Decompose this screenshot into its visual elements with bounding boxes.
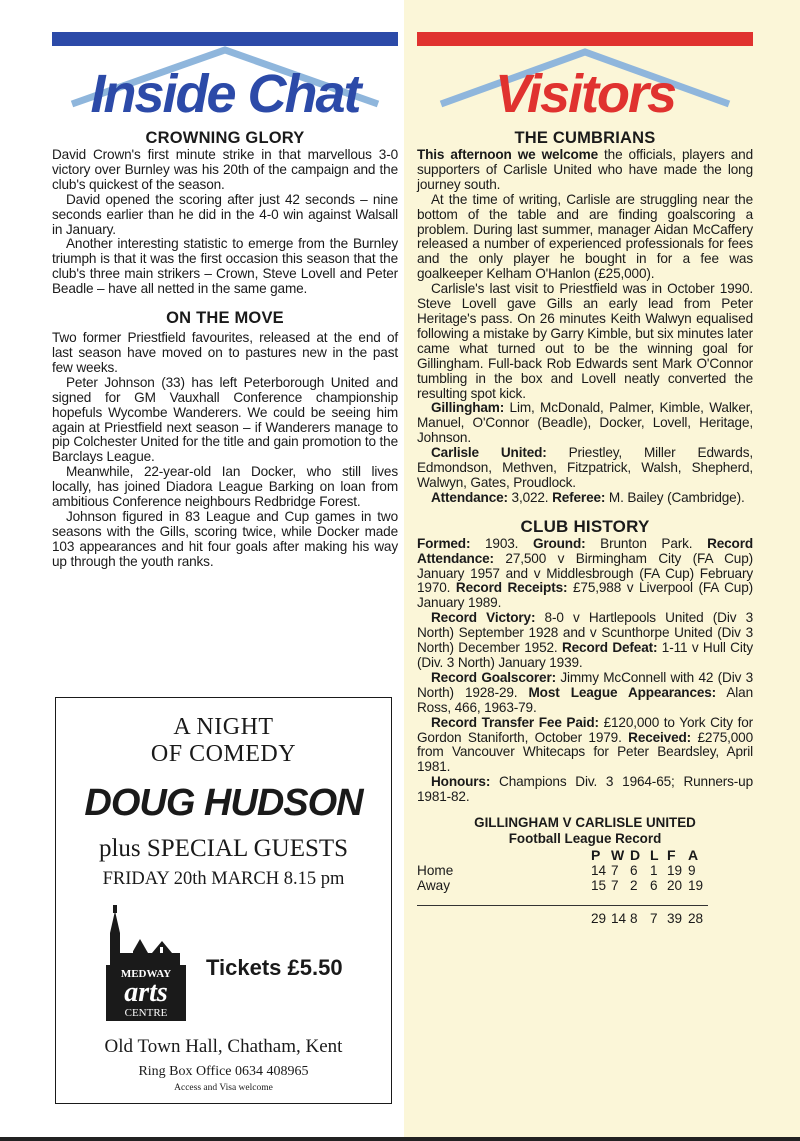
row-label: Away [417, 878, 450, 894]
cell: 39 [667, 910, 683, 926]
row-label: Home [417, 863, 454, 879]
label: Formed: [417, 535, 471, 551]
comedy-night-advert [55, 697, 392, 1104]
label: Honours: [431, 774, 491, 790]
label: Record Goalscorer: [431, 669, 556, 685]
totals-row [417, 906, 708, 931]
value: M. Bailey (Cambridge). [605, 489, 745, 505]
record-header-row [417, 848, 708, 863]
paragraph: David Crown's first minute strike in that marvellous 3-0 victory over Burnley was his 20th of the campaign and the club's quickest of the season. [52, 147, 398, 192]
paragraph: Carlisle's last visit to Priestfield was in October 1990. Steve Lovell gave Gills an early lead from Peter Heritage's pass. On 26 minutes Keith Walwyn equalised following a mistake by Garry Kimble, but six minutes later came what turned out to be the winning goal for Gillingham. Full-back Rob Edwards sent Mark O'Connor tumbling in the box and Lovell neatly converted the resulting spot kick. [417, 281, 753, 401]
paragraph [417, 775, 753, 805]
column-header: P [591, 847, 601, 864]
cell: 6 [650, 878, 658, 894]
paragraph: Johnson figured in 83 League and Cup games in two seasons with the Gills, scoring twice, while Docker made 103 appearances and hit four goals after making his way up through the youth ranks. [52, 508, 398, 569]
cumbrians-section [417, 128, 753, 506]
cell: 20 [667, 878, 683, 894]
paragraph [417, 537, 753, 612]
value: Alan Ross, 466, 1963-79. [417, 684, 753, 715]
logo-text-arts: arts [124, 977, 168, 1008]
label: Received: [628, 729, 692, 745]
banner-title: Visitors [494, 64, 676, 124]
cell: 15 [591, 878, 607, 894]
page-bottom-edge [0, 1137, 800, 1141]
value: £120,000 to York City for Gordon Staniforth, October 1979. [417, 714, 753, 745]
intro-text: the officials, players and supporters of Carlisle United who have made the long journey south. [417, 147, 753, 192]
value: Brunton Park. [585, 535, 708, 551]
value: 27,500 v Birmingham City (FA Cup) January 1957 and v Middlesbrough (FA Cup) February 1970. [417, 550, 753, 596]
cell: 9 [688, 863, 696, 879]
value: Lim, McDonald, Palmer, Kimble, Walker, Manuel, O'Connor (Beadle), Docker, Lovell, Heritage, Johnson. [417, 400, 753, 446]
record-subtitle: Football League Record [508, 831, 662, 847]
paragraph: At the time of writing, Carlisle are struggling near the bottom of the table and are finding goalscoring a problem. During last summer, manager Aidan McCaffery released a number of experienced professionals for fees and the only player he bought in for a fee was goalkeeper Kelham O'Hanlon (£25,000). [417, 191, 753, 282]
label: Most League Appearances: [528, 684, 717, 700]
cell: 7 [650, 910, 658, 926]
ticket-price: Tickets £5.50 [206, 955, 343, 980]
column-header: D [630, 847, 641, 864]
cell: 7 [611, 863, 619, 879]
paragraph: Peter Johnson (33) has left Peterborough United and signed for GM Vauxhall Conference championship hopefuls Wycombe Wanderers. We could be seeing him again at Priestfield next season – if Wanderers manage to pip Colchester United for the title and gain promotion to the Barclays League. [52, 374, 399, 465]
medway-arts-centre-logo [102, 903, 194, 1025]
cell: 29 [591, 910, 607, 926]
paragraph [417, 611, 753, 671]
league-record [417, 815, 753, 930]
paragraph [417, 671, 753, 716]
table-row [417, 878, 708, 893]
paragraph: Two former Priestfield favourites, released at the end of last season have moved on to pastures new in the past few weeks. [52, 330, 398, 375]
value: Jimmy McConnell with 42 (Div 3 North) 1928-29. [417, 669, 754, 700]
cell: 19 [667, 863, 683, 879]
section-heading: CLUB HISTORY [520, 516, 650, 536]
special-guests: plus SPECIAL GUESTS [98, 835, 349, 862]
logo-text-medway: MEDWAY [120, 968, 172, 980]
divider-row [417, 893, 708, 906]
cell: 28 [688, 910, 704, 926]
value: 3,022. [507, 489, 553, 505]
section-heading: THE CUMBRIANS [514, 129, 656, 147]
column-header: F [667, 847, 676, 864]
label: Record Transfer Fee Paid: [431, 714, 599, 730]
section-heading: ON THE MOVE [166, 309, 284, 328]
value: 8-0 v Hartlepools United (Div 3 North) September 1928 and v Scunthorpe United (Div 3 North) December 1952. [417, 610, 753, 656]
paragraph [417, 716, 753, 776]
value: Priestley, Miller Edwards, Edmondson, Methven, Fitzpatrick, Walsh, Shepherd, Walwyn, Gates, Proudlock. [417, 445, 753, 490]
gillingham-lineup [417, 401, 753, 446]
cell: 7 [611, 878, 619, 894]
table-row [417, 863, 708, 878]
value: £275,000 from Vancouver Whitecaps for Peter Beardsley, April 1981. [417, 729, 753, 775]
paragraph: David opened the scoring after just 42 seconds – nine seconds earlier than he did in the 4-0 win against Walsall in January. [52, 191, 398, 237]
label: Attendance: [431, 489, 508, 505]
value: £75,988 v Liverpool (FA Cup) January 1989. [417, 580, 753, 611]
cell: 2 [630, 878, 638, 894]
venue-address: Old Town Hall, Chatham, Kent [104, 1036, 343, 1057]
record-table [417, 848, 708, 930]
payment-note: Access and Visa welcome [174, 1083, 273, 1093]
cell: 8 [630, 910, 638, 926]
box-office-phone: Ring Box Office 0634 408965 [138, 1064, 309, 1079]
label: Ground: [532, 535, 586, 551]
visitors-column [417, 30, 753, 930]
carlisle-lineup [417, 446, 753, 491]
label: Record Attendance: [417, 535, 753, 566]
label: Carlisle United: [431, 445, 547, 461]
intro-bold: This afternoon we welcome [417, 147, 599, 162]
logo-text-centre: CENTRE [124, 1007, 168, 1019]
record-title: GILLINGHAM V CARLISLE UNITED [474, 815, 696, 831]
paragraph: Another interesting statistic to emerge from the Burnley triumph is that it was the first occasion this season that the club's three main strikers – Crown, Steve Lovell and Peter Beadle – have all netted in the same game. [52, 236, 398, 297]
label: Referee: [552, 489, 606, 505]
label: Record Victory: [431, 610, 536, 626]
column-header: A [688, 847, 699, 864]
cell: 6 [630, 863, 638, 879]
cell: 14 [611, 910, 627, 926]
inside-chat-banner [52, 30, 398, 128]
label: Record Defeat: [561, 640, 658, 656]
value: 1-11 v Hull City (Div. 3 North) January 1939. [417, 640, 753, 670]
performer-name: DOUG HUDSON [84, 782, 363, 824]
label: Record Receipts: [455, 580, 568, 596]
section-heading: CROWNING GLORY [145, 129, 305, 147]
crowning-glory-section [52, 128, 398, 297]
label: Gillingham: [431, 400, 505, 416]
column-header: W [611, 847, 625, 864]
cell: 19 [688, 878, 704, 894]
value: 1903. [470, 535, 533, 551]
attendance-referee [417, 491, 753, 506]
inside-chat-column [52, 30, 398, 573]
banner-title: Inside Chat [90, 64, 360, 124]
ad-line-1: A NIGHT [173, 714, 274, 740]
visitors-banner [417, 30, 753, 128]
cell: 1 [650, 863, 658, 879]
paragraph [417, 148, 753, 193]
club-history-section [417, 517, 753, 805]
cell: 14 [591, 863, 607, 879]
paragraph: Meanwhile, 22-year-old Ian Docker, who still lives locally, has joined Diadora League Barking on loan from ambitious Conference neighbours Redbridge Forest. [52, 464, 398, 510]
on-the-move-section [52, 308, 398, 570]
event-date: FRIDAY 20th MARCH 8.15 pm [102, 869, 345, 889]
ad-line-2: OF COMEDY [150, 741, 297, 767]
column-header: L [650, 847, 659, 864]
value: Champions Div. 3 1964-65; Runners-up 1981-82. [417, 774, 753, 805]
